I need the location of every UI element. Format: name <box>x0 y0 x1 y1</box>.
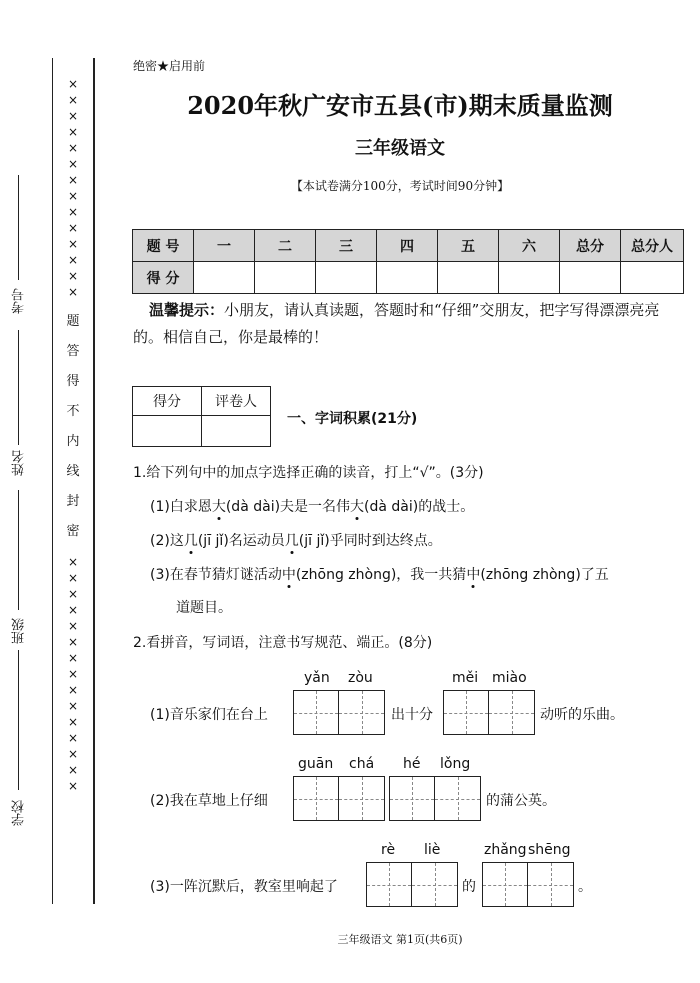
q2-line1-pre: (1)音乐家们在台上 <box>150 707 268 723</box>
cross-mark: × <box>67 125 79 139</box>
writing-grid[interactable] <box>293 776 385 821</box>
cross-mark: × <box>67 699 79 713</box>
score-cell[interactable] <box>194 262 255 294</box>
cross-mark: × <box>67 779 79 793</box>
cross-mark: × <box>67 205 79 219</box>
pinyin: rè <box>381 842 396 858</box>
grader-table <box>132 386 271 447</box>
pinyin: shēng <box>528 842 571 858</box>
score-cell[interactable] <box>377 262 438 294</box>
binding-warning-char: 题 <box>66 314 80 329</box>
item-text: (zhōng zhòng)，我一共猜 <box>295 567 467 583</box>
q2-line2-post: 的蒲公英。 <box>486 793 556 809</box>
score-table-row2-label: 得 分 <box>133 262 194 294</box>
cross-mark: × <box>67 667 79 681</box>
binding-warning-char: 答 <box>66 344 80 359</box>
score-cell[interactable] <box>499 262 560 294</box>
score-cell[interactable] <box>316 262 377 294</box>
score-table-col: 二 <box>255 230 316 262</box>
cross-mark: × <box>67 763 79 777</box>
score-table-col: 总分人 <box>621 230 684 262</box>
cross-mark: × <box>67 237 79 251</box>
score-table-col: 三 <box>316 230 377 262</box>
pinyin: zòu <box>348 670 373 686</box>
score-table-col: 一 <box>194 230 255 262</box>
score-table-col: 六 <box>499 230 560 262</box>
cross-mark: × <box>67 269 79 283</box>
score-cell[interactable] <box>621 262 684 294</box>
cross-mark: × <box>67 603 79 617</box>
score-cell[interactable] <box>560 262 621 294</box>
cross-mark: × <box>67 157 79 171</box>
q2-line2-pre: (2)我在草地上仔细 <box>150 793 268 809</box>
cross-mark: × <box>67 571 79 585</box>
tip-paragraph <box>133 297 681 351</box>
q2-line3-pre: (3)一阵沉默后，教室里响起了 <box>150 879 338 895</box>
score-table-col: 四 <box>377 230 438 262</box>
item-text: (dà dài)的战士。 <box>364 499 475 515</box>
tip-text: 小朋友，请认真读题，答题时和“仔细”交朋友，把字写得漂漂亮亮的。相信自己，你是最棒的！ <box>133 301 660 346</box>
exam-note: 【本试卷满分100分，考试时间90分钟】 <box>290 179 510 193</box>
question-1-item-1 <box>150 496 474 516</box>
question-1-item-3-cont: 道题目。 <box>176 600 232 616</box>
page-subtitle: 三年级语文 <box>355 138 445 159</box>
q2-line1-post: 动听的乐曲。 <box>540 707 624 723</box>
score-table-row1-label: 题 号 <box>133 230 194 262</box>
score-table-col: 五 <box>438 230 499 262</box>
cross-mark: × <box>67 77 79 91</box>
item-text: (1)白求恩 <box>150 499 212 515</box>
question-1-item-2 <box>150 530 442 550</box>
score-cell[interactable] <box>255 262 316 294</box>
dotted-char: 中 <box>281 567 296 583</box>
item-text: (jī jǐ)乎同时到达终点。 <box>298 533 442 549</box>
item-text: (zhōng zhòng)了五 <box>480 567 609 583</box>
school-label: 学校 <box>12 800 27 826</box>
cross-mark: × <box>67 221 79 235</box>
cross-mark: × <box>67 747 79 761</box>
score-table-col: 总分 <box>560 230 621 262</box>
binding-warning-column <box>66 76 80 794</box>
writing-grid[interactable] <box>443 690 535 735</box>
item-text: (3)在春节猜灯谜活动 <box>150 567 282 583</box>
pinyin: měi <box>452 670 479 686</box>
q2-line1-mid: 出十分 <box>391 707 433 723</box>
cross-mark: × <box>67 651 79 665</box>
cross-mark: × <box>67 173 79 187</box>
pinyin: yǎn <box>304 670 330 686</box>
binding-warning-char: 内 <box>66 434 80 449</box>
exam-number-label: 考号 <box>12 288 27 314</box>
class-underline <box>18 490 19 610</box>
dotted-char: 大 <box>211 499 226 515</box>
pinyin: hé <box>403 756 421 772</box>
name-label: 姓名 <box>12 450 27 476</box>
cross-mark: × <box>67 555 79 569</box>
writing-grid[interactable] <box>482 862 574 907</box>
cross-mark: × <box>67 141 79 155</box>
dotted-char: 几 <box>284 533 299 549</box>
exam-number-underline <box>18 175 19 280</box>
question-2-stem: 2.看拼音，写词语，注意书写规范、端正。(8分) <box>133 635 433 651</box>
binding-line-inner <box>93 58 95 904</box>
question-1-stem: 1.给下列句中的加点字选择正确的读音，打上“√”。(3分) <box>133 465 484 481</box>
cross-mark: × <box>67 285 79 299</box>
cross-mark: × <box>67 189 79 203</box>
cross-mark: × <box>67 683 79 697</box>
binding-warning-char: 不 <box>66 404 80 419</box>
dotted-char: 大 <box>350 499 365 515</box>
writing-grid[interactable] <box>293 690 385 735</box>
dotted-char: 几 <box>183 533 198 549</box>
page-footer: 三年级语文 第1页(共6页) <box>337 933 463 946</box>
writing-grid[interactable] <box>389 776 481 821</box>
pinyin: zhǎng <box>484 842 527 858</box>
tip-label: 温馨提示： <box>149 301 225 319</box>
binding-warning-char: 封 <box>66 494 80 509</box>
pinyin: lǒng <box>440 756 471 772</box>
binding-line-outer <box>52 58 53 904</box>
cross-mark: × <box>67 93 79 107</box>
cross-mark: × <box>67 731 79 745</box>
class-label: 班级 <box>12 618 27 644</box>
grader-score-cell[interactable] <box>133 416 202 447</box>
score-cell[interactable] <box>438 262 499 294</box>
cross-mark: × <box>67 635 79 649</box>
cross-mark: × <box>67 109 79 123</box>
grader-reviewer-cell[interactable] <box>202 416 271 447</box>
page-title: 2020年秋广安市五县(市)期末质量监测 <box>187 91 613 120</box>
q2-line3-mid: 的 <box>462 879 476 895</box>
secret-mark: 绝密★启用前 <box>133 59 206 73</box>
dotted-char: 中 <box>466 567 481 583</box>
cross-mark: × <box>67 619 79 633</box>
cross-mark: × <box>67 715 79 729</box>
pinyin: miào <box>492 670 527 686</box>
section-title: 一、字词积累(21分) <box>287 411 418 427</box>
item-text: (2)这 <box>150 533 184 549</box>
q2-line3-post: 。 <box>578 879 592 895</box>
name-underline <box>18 330 19 445</box>
cross-mark: × <box>67 587 79 601</box>
score-table <box>132 229 684 294</box>
pinyin: chá <box>349 756 375 772</box>
binding-warning-char: 线 <box>66 464 80 479</box>
item-text: (dà dài)夫是一名伟 <box>225 499 351 515</box>
question-1-item-3 <box>150 564 609 584</box>
pinyin: liè <box>424 842 441 858</box>
writing-grid[interactable] <box>366 862 458 907</box>
item-text: (jī jǐ)名运动员 <box>197 533 285 549</box>
binding-warning-char: 密 <box>66 524 80 539</box>
grader-reviewer-label: 评卷人 <box>202 387 271 416</box>
school-underline <box>18 650 19 790</box>
binding-warning-char: 得 <box>66 374 80 389</box>
grader-score-label: 得分 <box>133 387 202 416</box>
pinyin: guān <box>298 756 334 772</box>
cross-mark: × <box>67 253 79 267</box>
